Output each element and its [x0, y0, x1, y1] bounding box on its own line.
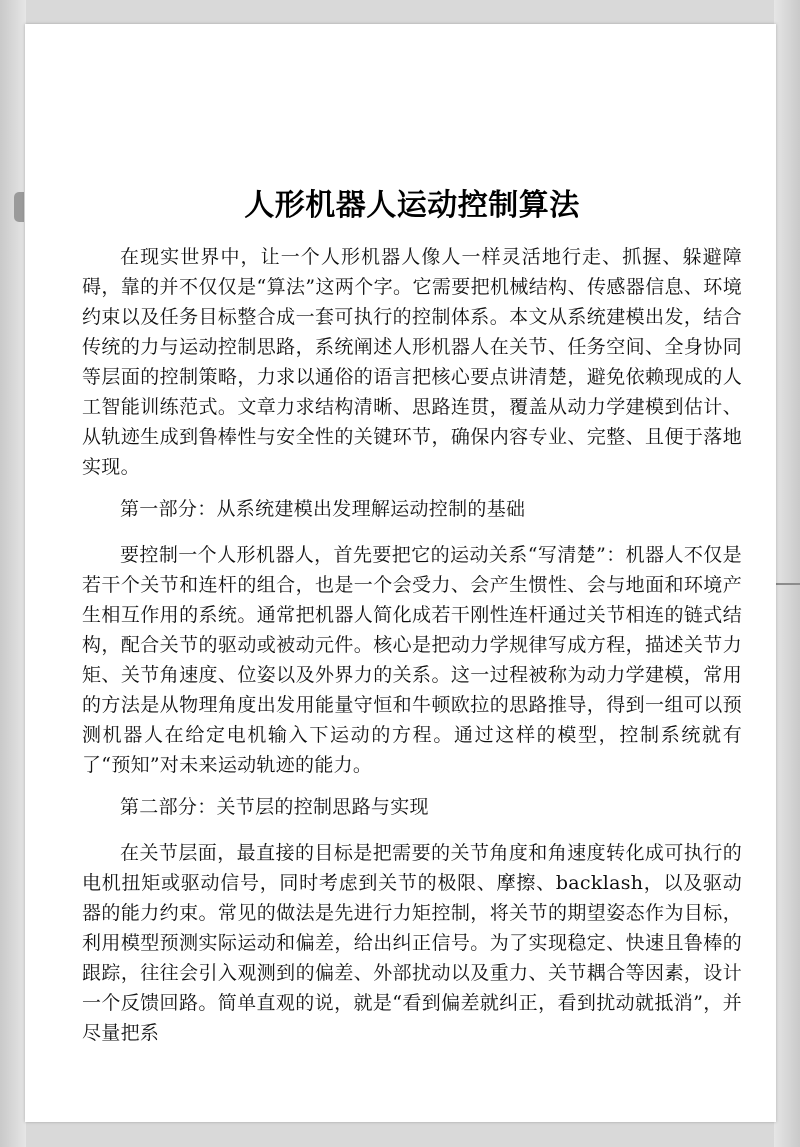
section-heading-1: 第一部分：从系统建模出发理解运动控制的基础 [120, 498, 526, 520]
section-1-paragraph: 要控制一个人形机器人，首先要把它的运动关系“写清楚”：机器人不仅是若干个关节和连杆的组合，也是一个会受力、会产生惯性、会与地面和环境产生相互作用的系统。通常把机器人简化成若干刚性连杆通过关节相连的链式结构，配合关节的驱动或被动元件。核心是把动力学规律写成方程，描述关节力矩、关节角速度、位姿以及外界力的关系。这一过程被称为动力学建模，常用的方法是从物理角度出发用能量守恒和牛顿欧拉的思路推导，得到一组可以预测机器人在给定电机输入下运动的方程。通过这样的模型，控制系统就有了“预知”对未来运动轨迹的能力。 [82, 544, 742, 776]
article-body [82, 184, 742, 1060]
page-fold-line [772, 583, 800, 585]
scan-border-left [0, 0, 26, 1147]
section-2-paragraph: 在关节层面，最直接的目标是把需要的关节角度和角速度转化成可执行的电机扭矩或驱动信号，同时考虑到关节的极限、摩擦、backlash，以及驱动器的能力约束。常见的做法是先进行力矩控制，将关节的期望姿态作为目标，利用模型预测实际运动和偏差，给出纠正信号。为了实现稳定、快速且鲁棒的跟踪，往往会引入观测到的偏差、外部扰动以及重力、关节耦合等因素，设计一个反馈回路。简单直观的说，就是“看到偏差就纠正，看到扰动就抵消”，并尽量把系 [82, 842, 742, 1044]
document-page [25, 24, 776, 1122]
article-title: 人形机器人运动控制算法 [244, 188, 580, 223]
section-heading-2: 第二部分：关节层的控制思路与实现 [120, 796, 429, 818]
intro-paragraph: 在现实世界中，让一个人形机器人像人一样灵活地行走、抓握、躲避障碍，靠的并不仅仅是“算法”这两个字。它需要把机械结构、传感器信息、环境约束以及任务目标整合成一套可执行的控制体系。本文从系统建模出发，结合传统的力与运动控制思路，系统阐述人形机器人在关节、任务空间、全身协同等层面的控制策略，力求以通俗的语言把核心要点讲清楚，避免依赖现成的人工智能训练范式。文章力求结构清晰、思路连贯，覆盖从动力学建模到估计、从轨迹生成到鲁棒性与安全性的关键环节，确保内容专业、完整、且便于落地实现。 [82, 246, 742, 478]
binder-hole-mark [14, 192, 24, 222]
scan-border-right [774, 0, 800, 1147]
